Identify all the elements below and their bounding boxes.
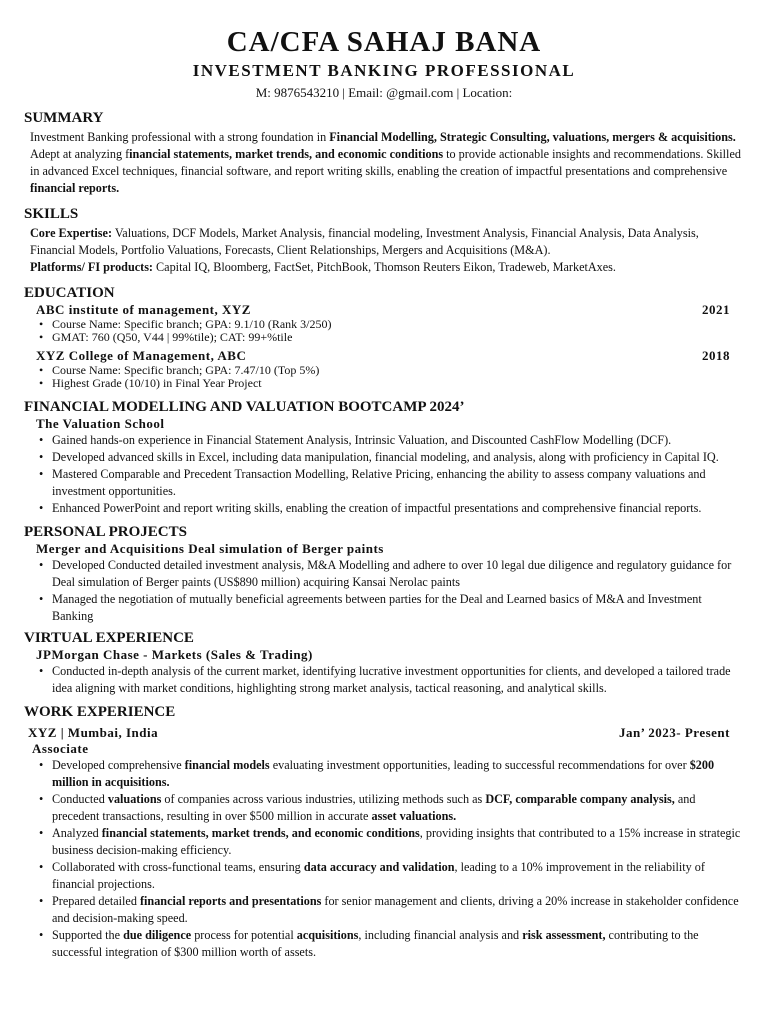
bootcamp-heading: FINANCIAL MODELLING AND VALUATION BOOTCAMP 2024’: [24, 399, 465, 415]
project-title: Merger and Acquisitions Deal simulation of Berger paints: [36, 541, 384, 556]
employment-dates: Jan’ 2023- Present: [618, 725, 730, 740]
school-name: XYZ College of Management, ABC: [36, 348, 247, 363]
platforms: [30, 259, 744, 276]
bullet-text: Supported the: [52, 928, 124, 942]
bullet-text: , providing insights that contributed to a 15% increase in strategic business decision-making efficiency.: [52, 826, 741, 857]
work-experience-heading: WORK EXPERIENCE: [24, 704, 176, 720]
bullet-text: Prepared detailed: [52, 894, 140, 908]
bootcamp-section: [24, 398, 744, 517]
list-item: • Course Name: Specific branch; GPA: 9.1/10 (Rank 3/250): [52, 318, 744, 331]
list-item: • Managed the negotiation of mutually beneficial agreements between parties for the Deal and Learned basics of M&A and Investment Banking: [52, 591, 744, 625]
education-details: [24, 318, 744, 344]
summary-part: Adept at analyzing f: [30, 147, 130, 161]
virtual-company: JPMorgan Chase - Markets (Sales & Trading): [36, 647, 313, 662]
graduation-year: 2021: [702, 302, 730, 317]
contact-line: M: 9876543210 | Email: @gmail.com | Location:: [255, 85, 513, 100]
education-details: [24, 364, 744, 390]
projects-heading: PERSONAL PROJECTS: [24, 524, 187, 540]
candidate-name: CA/CFA SAHAJ BANA: [226, 26, 542, 58]
bullet-emphasis: DCF, comparable company analysis,: [485, 792, 675, 806]
summary-section: [24, 109, 744, 197]
skills-heading: SKILLS: [24, 206, 79, 222]
bullet-emphasis: $200 million in acquisitions.: [52, 758, 715, 789]
bullet-emphasis: asset valuations.: [371, 809, 457, 823]
virtual-list: [24, 663, 744, 697]
summary-part: to provide actionable insights and recommendations. Skilled in advanced Excel techniques, financial software, and report writing skills, enabling the creation of impactful presentations and comprehensive: [30, 147, 741, 178]
summary-emphasis: Financial Modelling, Strategic Consulting, valuations, mergers & acquisitions.: [329, 130, 736, 144]
employer: XYZ | Mumbai, India: [28, 725, 159, 740]
bullet-emphasis: risk assessment,: [522, 928, 606, 942]
bullet-text: , including financial analysis and: [358, 928, 523, 942]
bullet-emphasis: financial reports and presentations: [139, 894, 322, 908]
school-name: ABC institute of management, XYZ: [36, 302, 251, 317]
bullet-emphasis: financial models: [184, 758, 270, 772]
bullet-emphasis: acquisitions: [296, 928, 359, 942]
graduation-year: 2018: [702, 348, 730, 363]
core-expertise: [30, 225, 744, 259]
list-item: • Enhanced PowerPoint and report writing skills, enabling the creation of impactful presentations and comprehensive financial reports.: [52, 500, 744, 517]
summary-text: [30, 129, 744, 197]
list-item: • Developed advanced skills in Excel, including data manipulation, financial modeling, and analysis, along with proficiency in Capital IQ.: [52, 449, 744, 466]
education-entry: [36, 348, 744, 364]
bullet-text: contributing to the successful integration of $300 million worth of assets.: [52, 928, 699, 959]
list-item: [52, 791, 744, 825]
virtual-experience-section: [24, 629, 744, 697]
virtual-experience-heading: VIRTUAL EXPERIENCE: [24, 630, 194, 646]
summary-emphasis: financial reports.: [30, 181, 120, 195]
bullet-emphasis: data accuracy and validation: [303, 860, 455, 874]
education-heading: EDUCATION: [24, 285, 115, 301]
skills-section: [24, 205, 744, 276]
projects-list: [24, 557, 744, 625]
bullet-text: of companies across various industries, utilizing methods such as: [161, 792, 486, 806]
work-entry-header: [28, 725, 744, 741]
list-item: • Highest Grade (10/10) in Final Year Project: [52, 377, 744, 390]
work-experience-section: [24, 703, 744, 961]
list-item: [52, 893, 744, 927]
core-expertise-text: Valuations, DCF Models, Market Analysis, financial modeling, Investment Analysis, Financial Analysis, Data Analysis, Financial Models, Portfolio Valuations, Forecasts, Client Relationships, Mergers and Acquisitions (M&A).: [30, 226, 699, 257]
education-section: [24, 284, 744, 390]
bullet-text: Conducted: [52, 792, 108, 806]
bullet-text: process for potential: [191, 928, 297, 942]
bullet-text: evaluating investment opportunities, leading to successful recommendations for over: [269, 758, 690, 772]
summary-part: Investment Banking professional with a strong foundation in: [30, 130, 330, 144]
core-expertise-label: Core Expertise:: [30, 226, 113, 240]
platforms-text: Capital IQ, Bloomberg, FactSet, PitchBook, Thomson Reuters Eikon, Tradeweb, MarketAxes.: [153, 260, 616, 274]
work-list: [24, 757, 744, 961]
job-role: Associate: [32, 741, 89, 756]
professional-headline: INVESTMENT BANKING PROFESSIONAL: [192, 61, 576, 80]
summary-emphasis: inancial statements, market trends, and economic conditions: [129, 147, 444, 161]
list-item: [52, 825, 744, 859]
bootcamp-list: [24, 432, 744, 517]
list-item: [52, 927, 744, 961]
bullet-emphasis: valuations: [107, 792, 162, 806]
bullet-text: Developed comprehensive: [52, 758, 185, 772]
list-item: [52, 757, 744, 791]
bullet-text: Analyzed: [52, 826, 102, 840]
projects-section: [24, 523, 744, 625]
education-entry: [36, 302, 744, 318]
bullet-text: Collaborated with cross-functional teams, ensuring: [52, 860, 304, 874]
list-item: • Developed Conducted detailed investment analysis, M&A Modelling and adhere to over 10 legal due diligence and regulatory guidance for Deal simulation of Berger paints (US$890 million) acquiring Kansai Nerolac paints: [52, 557, 744, 591]
list-item: • Course Name: Specific branch; GPA: 7.47/10 (Top 5%): [52, 364, 744, 377]
list-item: [52, 859, 744, 893]
list-item: • Conducted in-depth analysis of the current market, identifying lucrative investment opportunities for clients, and developed a tailored trade idea aligning with market conditions, highlighting strong market analysis, tactical reasoning, and analytical skills.: [52, 663, 744, 697]
bootcamp-organization: The Valuation School: [36, 416, 165, 431]
bullet-text: and precedent transactions, resulting in over $500 million in accurate: [52, 792, 696, 823]
list-item: • GMAT: 760 (Q50, V44 | 99%tile); CAT: 99+%tile: [52, 331, 744, 344]
bullet-text: for senior management and clients, driving a 20% increase in stakeholder confidence and decision-making speed.: [52, 894, 739, 925]
bullet-text: , leading to a 10% improvement in the reliability of financial projections.: [52, 860, 705, 891]
summary-heading: SUMMARY: [24, 110, 104, 126]
platforms-label: Platforms/ FI products:: [30, 260, 153, 274]
list-item: • Gained hands-on experience in Financial Statement Analysis, Intrinsic Valuation, and Discounted CashFlow Modelling (DCF).: [52, 432, 744, 449]
list-item: • Mastered Comparable and Precedent Transaction Modelling, Relative Pricing, enhancing the ability to assess company valuations and investment opportunities.: [52, 466, 744, 500]
bullet-emphasis: due diligence: [123, 928, 192, 942]
bullet-emphasis: financial statements, market trends, and economic conditions: [101, 826, 420, 840]
